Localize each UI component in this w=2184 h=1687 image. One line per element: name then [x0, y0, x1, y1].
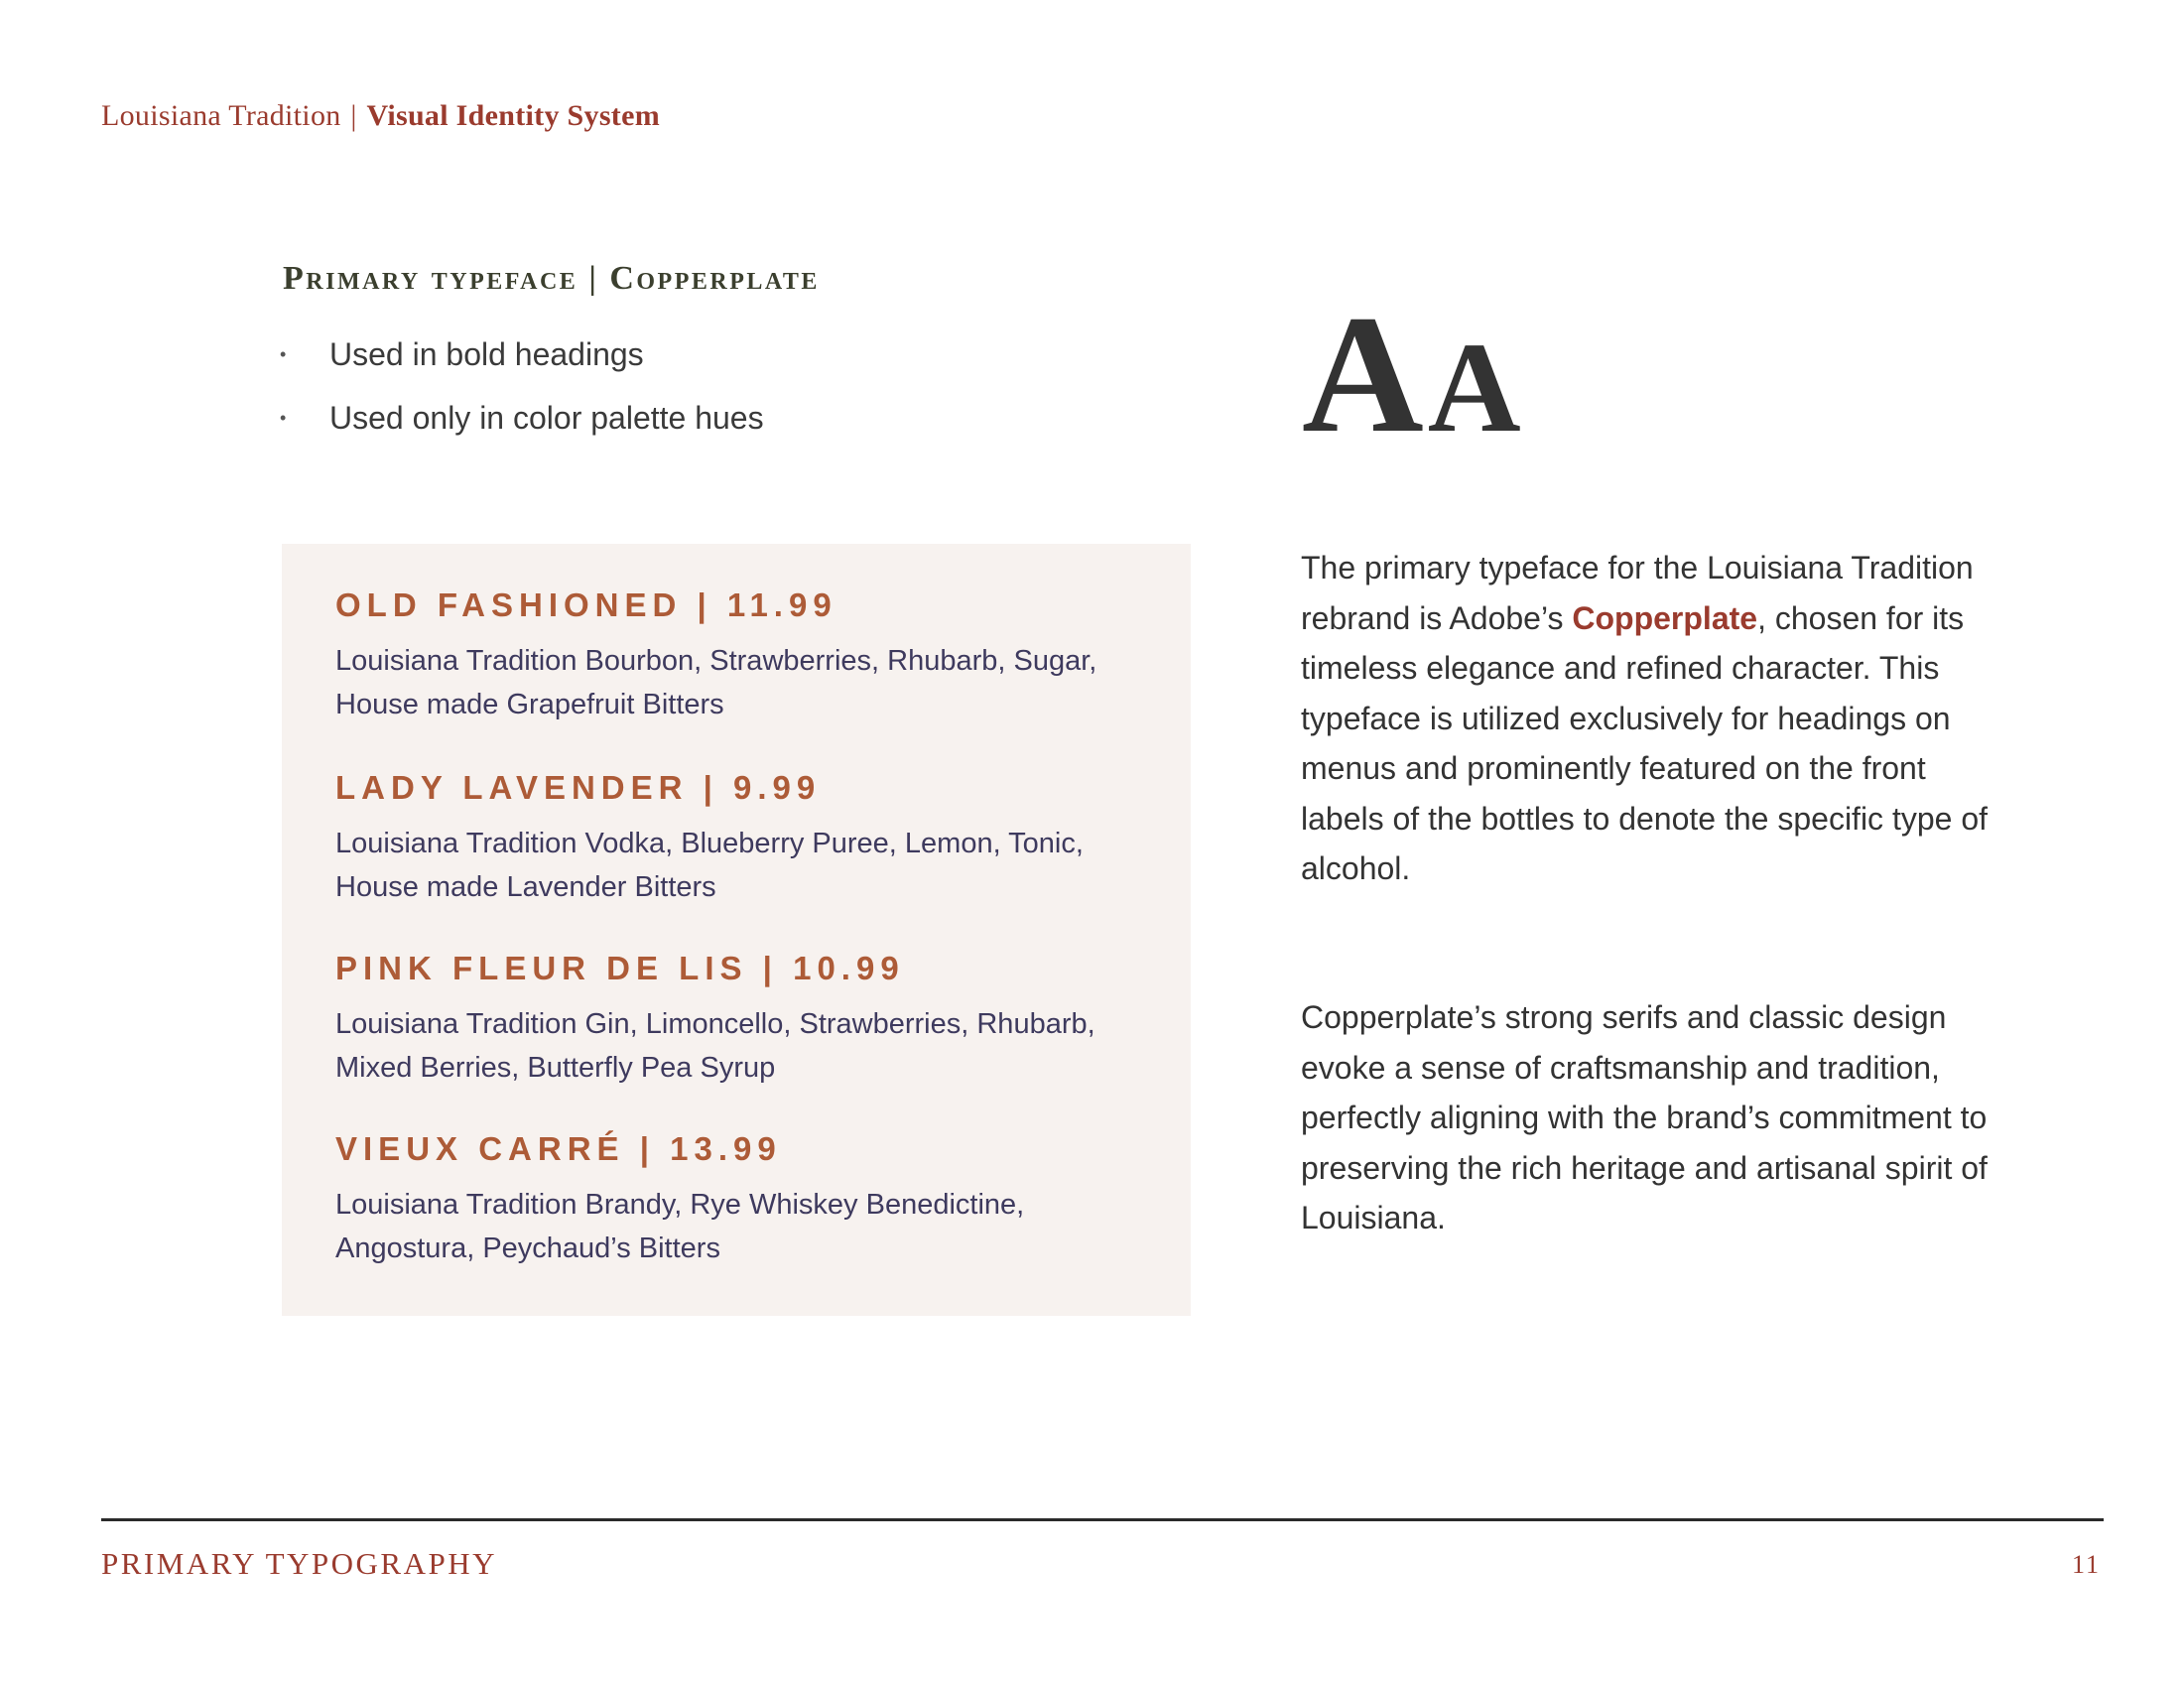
page-number: 11	[2071, 1550, 2101, 1579]
section-title	[283, 260, 820, 298]
body-paragraph-1	[1301, 543, 1995, 894]
menu-item	[335, 585, 1159, 726]
menu-item-title: LADY LAVENDER | 9.99	[335, 769, 822, 806]
bullet-text: Used only in color palette hues	[329, 400, 764, 436]
section-title-part1: Primary typeface	[283, 260, 578, 297]
menu-item	[335, 949, 1159, 1090]
menu-item-title: PINK FLEUR DE LIS | 10.99	[335, 950, 905, 986]
footer-divider	[101, 1518, 2104, 1521]
menu-sample-card	[282, 544, 1191, 1316]
bullet-text: Used in bold headings	[329, 336, 644, 372]
specimen-smallcap: A	[1427, 317, 1521, 459]
menu-item-description: Louisiana Tradition Vodka, Blueberry Puree, Lemon, Tonic, House made Lavender Bitters	[335, 828, 1084, 903]
body-paragraph-1-start: The primary typeface for the Louisiana Tradition rebrand is Adobe’s	[1301, 550, 1974, 636]
menu-item-title: OLD FASHIONED | 11.99	[335, 586, 837, 623]
section-title-separator: |	[588, 260, 599, 297]
bullet-item	[278, 323, 764, 386]
header-brand: Louisiana Tradition	[101, 99, 341, 132]
typeface-specimen	[1302, 281, 1521, 467]
bullet-item	[278, 386, 764, 450]
menu-item	[335, 1129, 1159, 1270]
bullet-icon: •	[280, 344, 287, 364]
usage-bullet-list	[278, 323, 764, 450]
body-paragraph-1-end: , chosen for its timeless elegance and refined character. This typeface is utilized exclusively for headings on menus and prominently featured on the front labels of the bottles to denote the specific type of alcohol.	[1301, 599, 1988, 886]
header-subtitle: Visual Identity System	[366, 99, 660, 132]
menu-item	[335, 768, 1159, 909]
document-header	[101, 99, 660, 133]
menu-item-title: VIEUX CARRÉ | 13.99	[335, 1130, 782, 1167]
menu-item-description: Louisiana Tradition Gin, Limoncello, Strawberries, Rhubarb, Mixed Berries, Butterfly Pea Syrup	[335, 1008, 1095, 1084]
header-separator: |	[350, 99, 357, 132]
typeface-name-highlight: Copperplate	[1572, 599, 1758, 636]
menu-item-description: Louisiana Tradition Brandy, Rye Whiskey Benedictine, Angostura, Peychaud’s Bitters	[335, 1189, 1025, 1264]
menu-item-description: Louisiana Tradition Bourbon, Strawberries, Rhubarb, Sugar, House made Grapefruit Bitters	[335, 645, 1097, 720]
specimen-uppercase: A	[1302, 281, 1424, 467]
footer-section-label: PRIMARY TYPOGRAPHY	[101, 1546, 498, 1581]
bullet-icon: •	[280, 408, 287, 428]
body-paragraph-2: Copperplate’s strong serifs and classic design evoke a sense of craftsmanship and tradition, perfectly aligning with the brand’s commitment to preserving the rich heritage and artisanal spirit of Louisiana.	[1301, 999, 1988, 1235]
section-title-part2: Copperplate	[609, 260, 820, 297]
